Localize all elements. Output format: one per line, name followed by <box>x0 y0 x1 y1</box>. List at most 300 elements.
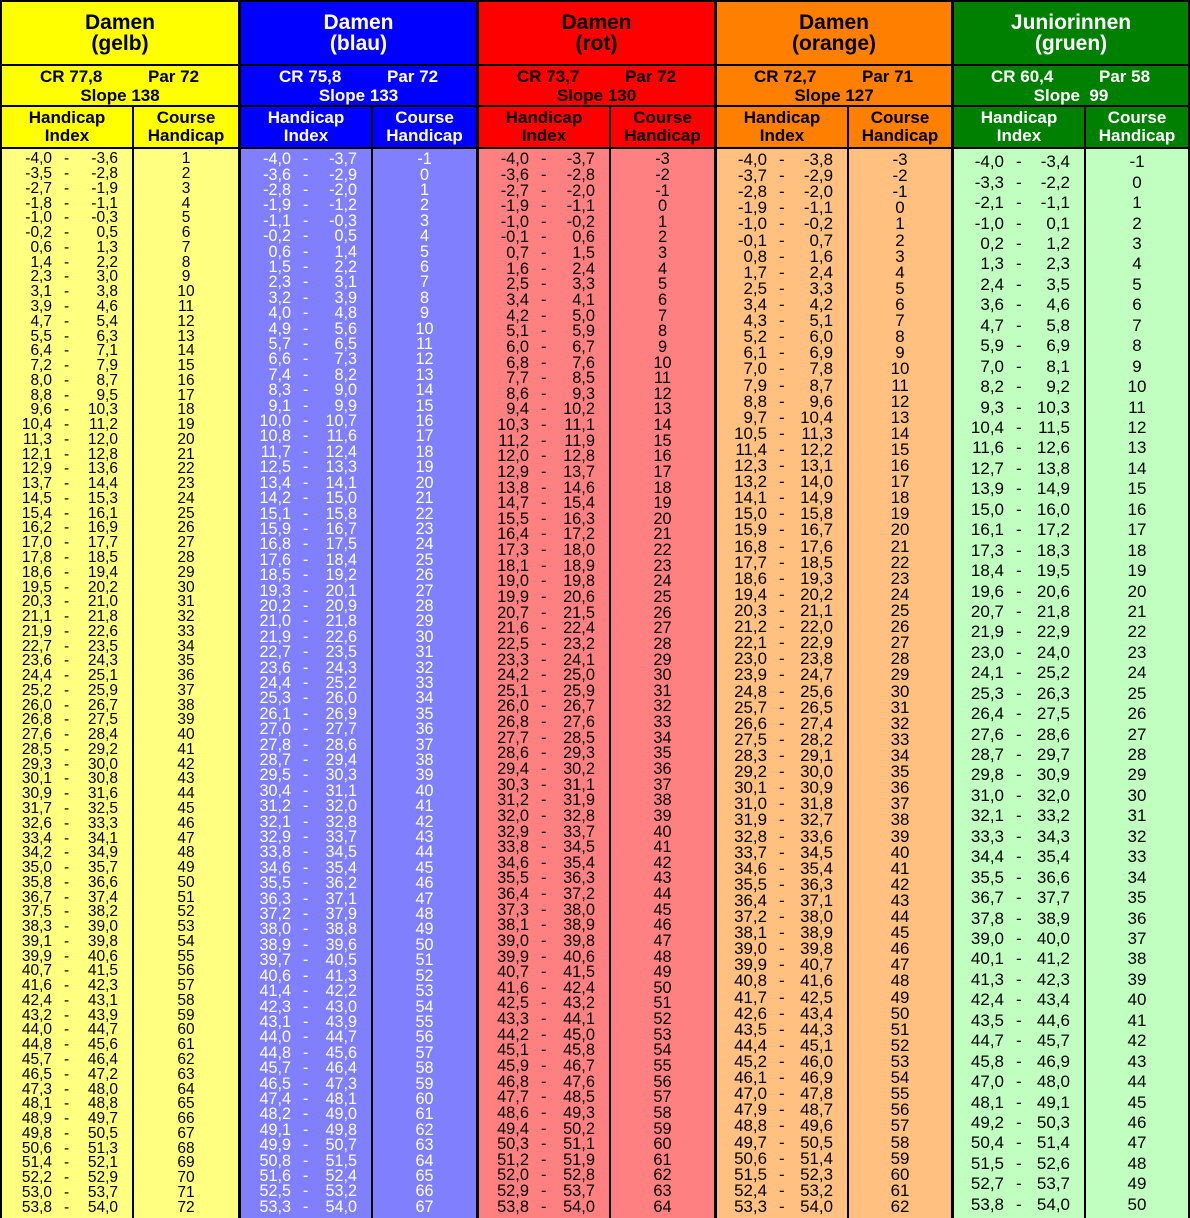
index-to: 50,3 <box>1036 1113 1070 1132</box>
index-from: 51,4 <box>21 1154 52 1172</box>
index-to: 10,2 <box>563 400 595 419</box>
index-from: 50,4 <box>970 1133 1004 1153</box>
course-handicap-value: 46 <box>1127 1113 1147 1132</box>
index-dash: - <box>541 1197 547 1216</box>
index-to: 13,8 <box>1036 458 1070 478</box>
index-from: 48,2 <box>259 1105 291 1124</box>
table-row-course <box>1086 1133 1188 1153</box>
index-to: 35,4 <box>1036 847 1070 867</box>
index-from: 40,1 <box>970 949 1004 969</box>
index-dash: - <box>541 869 547 888</box>
index-dash: - <box>303 874 309 893</box>
index-dash: - <box>779 842 785 862</box>
index-to: 34,5 <box>325 843 357 862</box>
course-handicap-value: 47 <box>890 955 910 975</box>
index-to: 47,8 <box>800 1084 833 1104</box>
index-to: 52,4 <box>325 1166 357 1185</box>
index-from: 44,0 <box>259 1028 291 1047</box>
course-handicap-value: 24 <box>415 535 434 554</box>
index-dash: - <box>541 1119 547 1138</box>
index-dash: - <box>64 430 70 448</box>
index-from: 33,8 <box>259 843 291 862</box>
course-handicap-value: 16 <box>653 447 672 466</box>
course-handicap-value: 0 <box>1132 172 1142 192</box>
index-dash: - <box>303 242 309 261</box>
index-dash: - <box>779 295 785 314</box>
index-dash: - <box>779 1180 785 1200</box>
index-from: 35,5 <box>497 869 529 888</box>
index-from: 16,8 <box>259 535 291 554</box>
index-dash: - <box>1016 581 1022 601</box>
index-dash: - <box>64 593 70 611</box>
course-handicap-value: 6 <box>420 258 429 277</box>
course-handicap-value: 39 <box>1127 969 1147 989</box>
course-handicap-value: 17 <box>177 386 195 404</box>
tee-section <box>2 0 238 1218</box>
index-to: 17,2 <box>1036 520 1070 540</box>
index-from: 6,0 <box>506 337 529 356</box>
course-handicap-value: 11 <box>416 335 433 354</box>
index-to: 42,4 <box>563 978 595 997</box>
index-dash: - <box>303 612 309 631</box>
course-handicap-value: 25 <box>890 601 910 621</box>
course-handicap-column <box>1086 149 1188 1218</box>
index-from: 27,5 <box>734 729 767 749</box>
index-from: 26,4 <box>970 704 1004 724</box>
table-row-course <box>1086 356 1188 376</box>
course-handicap-value: 47 <box>177 829 195 847</box>
index-from: 3,2 <box>268 288 291 307</box>
index-dash: - <box>64 785 70 803</box>
index-dash: - <box>541 197 547 216</box>
index-to: 34,3 <box>1036 826 1070 846</box>
index-dash: - <box>541 994 547 1013</box>
index-dash: - <box>1016 193 1022 213</box>
index-to: 3,1 <box>334 273 357 292</box>
index-dash: - <box>64 1110 70 1128</box>
table-row-course <box>1086 336 1188 356</box>
index-dash: - <box>1016 479 1022 499</box>
index-to: 27,6 <box>563 713 595 732</box>
index-from: 15,4 <box>21 504 52 522</box>
course-handicap-value: 55 <box>653 1056 672 1075</box>
index-to: 6,7 <box>572 337 595 356</box>
table-row-index <box>954 275 1084 295</box>
index-dash: - <box>1016 785 1022 805</box>
index-from: 17,0 <box>21 534 52 552</box>
index-from: 10,4 <box>21 416 52 434</box>
index-from: 41,7 <box>734 987 767 1007</box>
index-to: 46,7 <box>563 1056 595 1075</box>
index-to: 1,5 <box>572 244 595 263</box>
header-line: Course <box>1107 108 1167 127</box>
index-dash: - <box>541 431 547 450</box>
index-dash: - <box>779 311 785 331</box>
index-to: 52,3 <box>800 1164 833 1184</box>
course-handicap-value: 23 <box>177 475 195 493</box>
index-dash: - <box>541 1072 547 1091</box>
index-to: 48,8 <box>87 1095 118 1113</box>
index-to: -0,3 <box>91 209 118 227</box>
index-to: 44,1 <box>563 1010 595 1029</box>
course-handicap-value: 30 <box>890 681 910 701</box>
index-from: -3,7 <box>737 166 767 186</box>
index-to: 25,9 <box>563 681 595 700</box>
index-from: 28,7 <box>259 751 291 769</box>
index-from: 50,6 <box>734 1148 767 1168</box>
index-from: 32,1 <box>259 812 291 831</box>
index-from: 42,3 <box>259 997 291 1016</box>
course-handicap-value: 8 <box>657 322 668 341</box>
table-row-index <box>954 990 1084 1010</box>
course-handicap-value: 2 <box>895 230 905 250</box>
course-handicap-value: 1 <box>895 214 905 234</box>
course-handicap-value: 69 <box>177 1154 195 1172</box>
course-handicap-value: 53 <box>415 982 434 1001</box>
index-dash: - <box>303 196 309 215</box>
index-dash: - <box>1016 847 1022 867</box>
index-dash: - <box>64 977 70 995</box>
index-to: 22,9 <box>1036 622 1070 642</box>
index-dash: - <box>303 920 309 939</box>
index-from: 17,3 <box>970 540 1004 560</box>
index-dash: - <box>1016 499 1022 519</box>
index-from: 23,6 <box>21 652 52 670</box>
index-dash: - <box>779 214 785 234</box>
index-to: 19,8 <box>563 572 595 591</box>
index-dash: - <box>541 713 547 732</box>
table-row-course <box>1086 275 1188 295</box>
table-row-index <box>954 888 1084 908</box>
index-dash: - <box>303 689 309 708</box>
index-to: 16,7 <box>325 519 357 538</box>
index-from: 52,4 <box>734 1180 767 1200</box>
index-dash: - <box>64 918 70 936</box>
index-from: -4,0 <box>25 150 52 168</box>
index-dash: - <box>303 1074 309 1093</box>
index-dash: - <box>64 165 70 183</box>
index-to: 13,7 <box>563 462 595 481</box>
index-dash: - <box>303 273 309 292</box>
course-handicap-value: 45 <box>1127 1092 1147 1112</box>
index-from: 20,3 <box>734 601 767 621</box>
table-row-course <box>1086 663 1188 683</box>
table-row-course <box>1086 970 1188 990</box>
index-from: 53,8 <box>497 1197 529 1216</box>
header-line: Index <box>44 126 90 145</box>
index-to: 6,5 <box>334 335 357 354</box>
table-row-index <box>954 295 1084 315</box>
course-handicap-value: 15 <box>653 431 672 450</box>
index-to: 27,4 <box>800 713 833 733</box>
index-to: 24,7 <box>800 665 833 685</box>
table-row-index <box>954 1195 1084 1215</box>
course-handicap-value: 33 <box>415 673 434 692</box>
header-line: Handicap <box>267 108 345 127</box>
index-dash: - <box>779 729 785 749</box>
course-handicap-value: 56 <box>890 1100 910 1120</box>
index-from: 7,7 <box>506 369 529 388</box>
index-from: -2,1 <box>974 193 1004 213</box>
table-row-course <box>611 1199 714 1215</box>
index-to: 36,6 <box>87 873 118 891</box>
index-from: -1,0 <box>974 213 1004 233</box>
index-to: 0,6 <box>572 228 595 247</box>
index-dash: - <box>1016 172 1022 192</box>
index-to: 35,4 <box>800 858 833 878</box>
index-to: 53,2 <box>800 1180 833 1200</box>
index-dash: - <box>779 826 785 846</box>
index-to: 26,5 <box>800 697 833 717</box>
header-line: Handicap <box>624 126 701 145</box>
index-dash: - <box>64 1198 70 1216</box>
index-from: 29,8 <box>970 765 1004 785</box>
table-row-index <box>954 540 1084 560</box>
course-handicap-value: 3 <box>895 246 905 266</box>
index-from: -2,7 <box>500 181 529 200</box>
course-handicap-value: 60 <box>415 1089 434 1108</box>
index-dash: - <box>779 391 785 411</box>
index-to: 27,5 <box>1036 704 1070 724</box>
index-from: 33,8 <box>497 838 529 857</box>
index-to: 53,2 <box>325 1182 357 1201</box>
index-to: 22,6 <box>87 622 118 640</box>
index-to: -3,7 <box>329 150 357 169</box>
index-to: 34,5 <box>563 838 595 857</box>
index-to: 27,5 <box>87 711 118 729</box>
course-handicap-value: 14 <box>1127 458 1147 478</box>
index-from: 28,3 <box>734 745 767 765</box>
course-handicap-value: 24 <box>653 572 672 591</box>
course-handicap-value: 1 <box>181 150 191 168</box>
index-dash: - <box>303 180 309 199</box>
index-dash: - <box>303 720 309 739</box>
index-dash: - <box>1016 704 1022 724</box>
course-handicap-value: 6 <box>181 224 191 242</box>
index-to: 31,9 <box>563 791 595 810</box>
index-dash: - <box>541 181 547 200</box>
tee-title-box <box>954 2 1188 64</box>
course-handicap-value: 30 <box>415 627 434 646</box>
index-to: 7,9 <box>96 357 118 375</box>
course-handicap-value: 55 <box>890 1084 910 1104</box>
index-from: 7,4 <box>268 365 291 384</box>
index-dash: - <box>779 907 785 927</box>
index-to: 45,7 <box>1036 1031 1070 1051</box>
index-to: -2,2 <box>1040 172 1070 192</box>
table-row-index <box>954 827 1084 847</box>
course-handicap-value: 15 <box>177 357 195 375</box>
course-handicap-value: 42 <box>177 755 195 773</box>
course-handicap-value: 26 <box>653 603 672 622</box>
course-handicap-value: 27 <box>1127 724 1147 744</box>
course-handicap-value: 63 <box>653 1182 672 1201</box>
index-dash: - <box>64 799 70 817</box>
table-row-course <box>1086 684 1188 704</box>
index-to: 50,2 <box>563 1119 595 1138</box>
index-from: 53,3 <box>734 1196 767 1216</box>
index-to: 32,0 <box>1036 785 1070 805</box>
index-to: 18,9 <box>563 556 595 575</box>
index-from: 3,9 <box>30 298 52 315</box>
index-from: 36,4 <box>497 885 529 904</box>
index-to: 8,7 <box>809 375 833 395</box>
course-handicap-value: 43 <box>415 828 434 847</box>
index-dash: - <box>779 617 785 637</box>
index-to: 31,1 <box>325 781 357 800</box>
index-from: 31,0 <box>970 785 1004 805</box>
index-dash: - <box>64 238 70 256</box>
index-dash: - <box>303 704 309 723</box>
course-rating: CR 75,8 <box>279 67 342 86</box>
index-from: 26,6 <box>734 713 767 733</box>
table-row-index <box>954 970 1084 990</box>
index-dash: - <box>303 550 309 569</box>
course-handicap-value: 20 <box>1127 581 1147 601</box>
index-from: -0,1 <box>737 230 767 250</box>
course-handicap-column <box>373 149 476 1218</box>
index-from: 8,8 <box>30 386 52 404</box>
index-to: 24,1 <box>563 650 595 669</box>
index-dash: - <box>64 298 70 315</box>
index-dash: - <box>779 1084 785 1104</box>
course-handicap-value: 35 <box>1127 888 1147 908</box>
course-handicap-value: 8 <box>895 327 905 347</box>
index-from: 29,3 <box>21 755 52 773</box>
course-handicap-value: 38 <box>415 751 434 769</box>
table-row-index <box>954 786 1084 806</box>
index-dash: - <box>541 853 547 872</box>
index-dash: - <box>64 903 70 921</box>
index-from: 10,4 <box>970 417 1004 437</box>
index-from: 9,6 <box>30 401 52 419</box>
table-row-course <box>1086 806 1188 826</box>
index-from: 3,4 <box>506 291 529 309</box>
column-header-course-handicap <box>849 107 951 147</box>
course-handicap-value: 29 <box>177 563 195 581</box>
index-from: 8,0 <box>30 371 52 389</box>
index-dash: - <box>779 939 785 959</box>
table-row-course <box>1086 438 1188 458</box>
course-handicap-value: 17 <box>653 462 672 481</box>
slope-value: Slope 130 <box>556 86 637 105</box>
column-header-course-handicap <box>134 107 238 147</box>
index-from: 12,7 <box>970 458 1004 478</box>
course-handicap-value: 7 <box>181 238 191 256</box>
course-handicap-value: 35 <box>890 762 910 782</box>
index-dash: - <box>303 1043 309 1062</box>
index-to: 14,9 <box>800 488 833 508</box>
handicap-index-column <box>2 149 132 1218</box>
index-from: 51,5 <box>734 1164 767 1184</box>
index-from: 45,1 <box>497 1041 529 1060</box>
course-handicap-value: 30 <box>1127 785 1147 805</box>
tee-color-name: (gelb) <box>91 32 149 55</box>
index-to: 4,6 <box>96 298 118 315</box>
course-handicap-value: 25 <box>415 550 434 569</box>
header-line: Index <box>521 126 567 145</box>
table-row-course <box>1086 479 1188 499</box>
course-handicap-value: 37 <box>415 735 434 754</box>
index-from: 15,5 <box>497 509 529 528</box>
table-row-index <box>954 377 1084 397</box>
index-dash: - <box>1016 1174 1022 1194</box>
index-to: 3,5 <box>1046 274 1070 294</box>
course-handicap-value: 62 <box>653 1166 672 1185</box>
course-handicap-value: 4 <box>420 227 429 246</box>
table-row-course <box>1086 1195 1188 1215</box>
index-dash: - <box>303 935 309 954</box>
index-from: 0,7 <box>506 244 529 263</box>
index-to: 34,1 <box>87 829 118 847</box>
index-to: 38,0 <box>800 907 833 927</box>
index-to: 30,2 <box>563 759 595 778</box>
index-to: 52,8 <box>563 1166 595 1185</box>
index-to: 27,7 <box>325 720 357 739</box>
tee-title: Juniorinnen <box>1010 11 1132 34</box>
index-dash: - <box>779 778 785 798</box>
course-handicap-value: 1 <box>420 180 429 199</box>
index-from: 51,6 <box>259 1166 291 1185</box>
index-from: 13,2 <box>734 472 767 492</box>
course-handicap-value: 21 <box>415 489 434 508</box>
table-row-index <box>954 479 1084 499</box>
column-header-course-handicap <box>1086 107 1188 147</box>
index-to: 30,0 <box>800 762 833 782</box>
course-handicap-value: 12 <box>177 312 195 330</box>
index-to: 23,5 <box>325 643 357 662</box>
index-from: 18,1 <box>497 556 529 575</box>
index-from: 27,6 <box>21 726 52 744</box>
course-handicap-value: 63 <box>177 1065 195 1083</box>
index-from: 46,1 <box>734 1068 767 1088</box>
index-to: 45,1 <box>800 1035 833 1055</box>
index-to: 43,1 <box>87 991 118 1009</box>
index-from: 21,0 <box>259 612 291 631</box>
course-handicap-value: 22 <box>177 460 195 478</box>
index-from: 44,2 <box>497 1025 529 1044</box>
course-handicap-value: 18 <box>653 478 672 497</box>
index-to: -2,8 <box>566 165 595 184</box>
index-from: 8,8 <box>743 391 767 411</box>
index-from: 12,9 <box>497 462 529 481</box>
course-rating: CR 77,8 <box>40 67 103 86</box>
course-handicap-value: 5 <box>895 278 905 298</box>
index-to: 54,0 <box>325 1197 357 1216</box>
index-dash: - <box>64 268 70 286</box>
index-to: 40,5 <box>325 951 357 970</box>
index-from: 49,7 <box>734 1132 767 1152</box>
index-dash: - <box>779 697 785 717</box>
course-handicap-value: -1 <box>655 181 670 200</box>
index-to: 26,0 <box>325 689 357 708</box>
index-to: 18,5 <box>87 549 118 566</box>
index-from: 15,0 <box>970 499 1004 519</box>
index-to: 21,8 <box>87 608 118 626</box>
index-to: 30,0 <box>87 755 118 773</box>
index-to: -3,8 <box>803 150 833 170</box>
index-dash: - <box>1016 438 1022 458</box>
index-to: 5,4 <box>96 312 118 330</box>
index-from: 49,2 <box>970 1113 1004 1132</box>
course-handicap-value: 2 <box>420 196 429 215</box>
index-to: 0,1 <box>1046 213 1070 233</box>
index-to: 49,7 <box>87 1110 118 1128</box>
index-from: 2,3 <box>268 273 291 292</box>
index-dash: - <box>303 735 309 754</box>
course-handicap-value: 15 <box>1127 479 1147 499</box>
index-to: 43,9 <box>325 1012 357 1031</box>
